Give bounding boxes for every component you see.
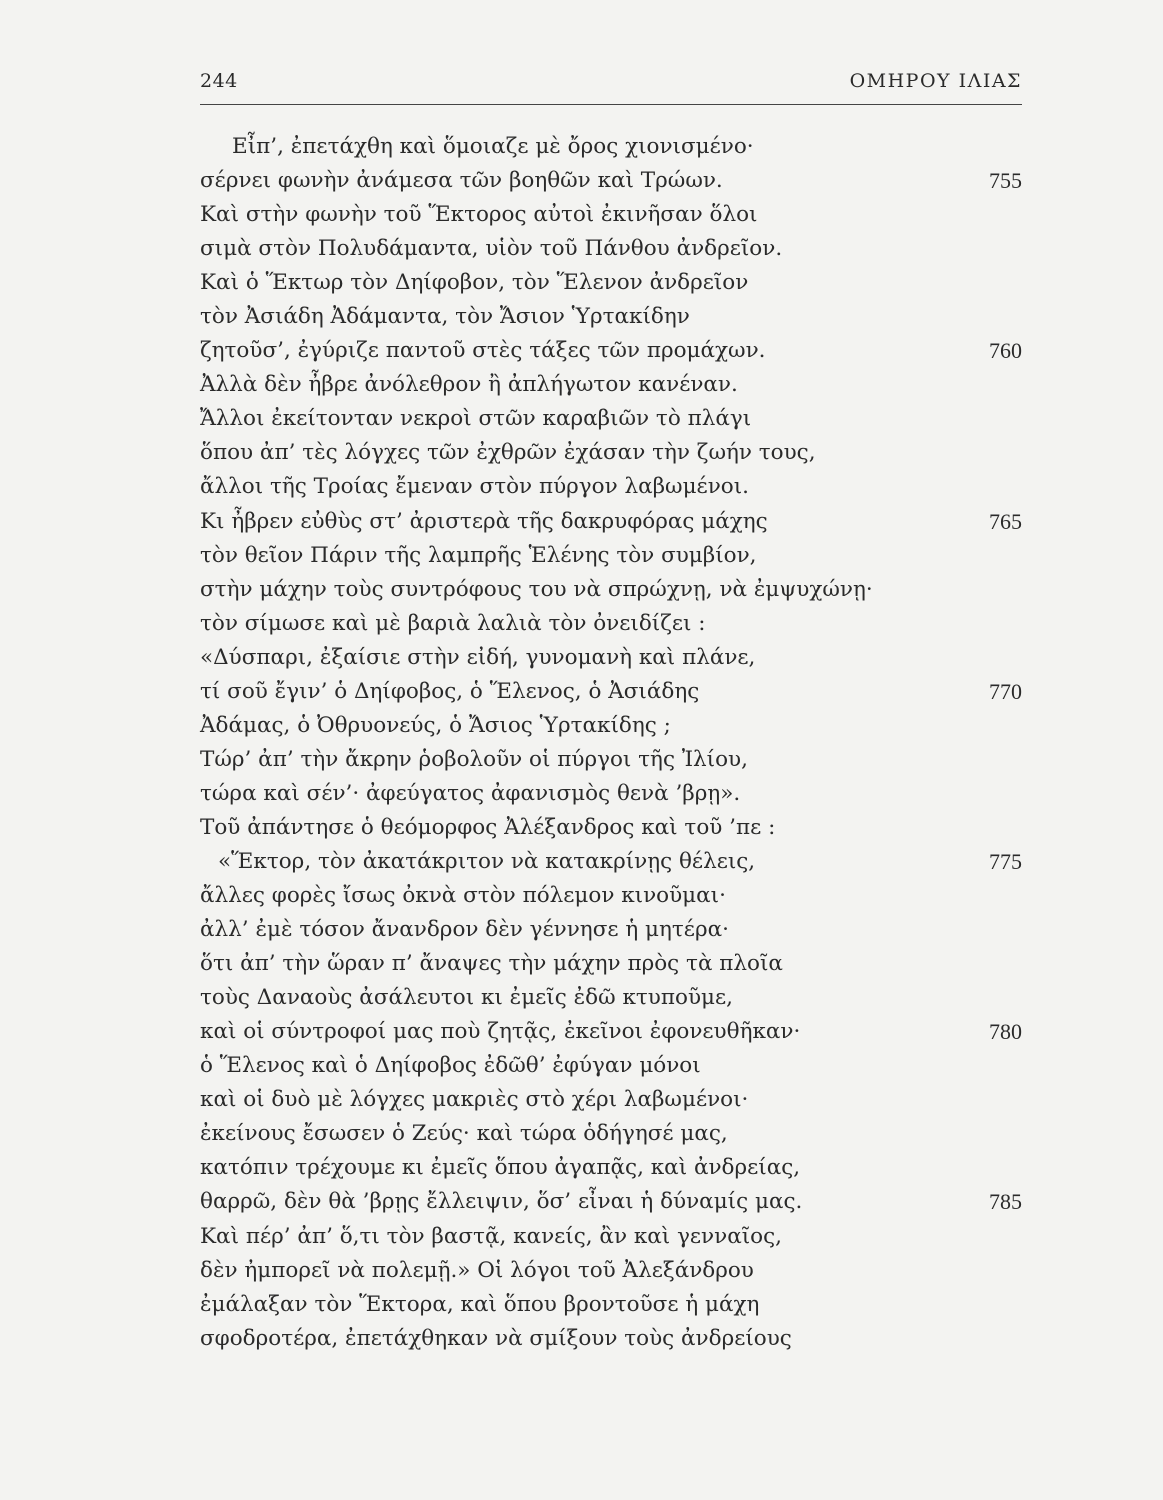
verse-line — [200, 811, 1022, 845]
verse-text: δὲν ἠμπορεῖ νὰ πολεμῇ.» Οἱ λόγοι τοῦ Ἀλεξάνδρου — [200, 1257, 754, 1283]
line-number: 785 — [989, 1189, 1022, 1215]
verse-text: «Δύσπαρι, ἐξαίσιε στὴν εἰδή, γυνομανὴ καὶ πλάνε, — [200, 644, 756, 670]
verse-text: κατόπιν τρέχουμε κι ἐμεῖς ὅπου ἀγαπᾷς, καὶ ἀνδρείας, — [200, 1155, 801, 1181]
verse-text: Καὶ πέρ’ ἀπ’ ὅ,τι τὸν βαστᾷ, κανείς, ἂν καὶ γενναῖος, — [200, 1223, 782, 1249]
verse-text: στὴν μάχην τοὺς συντρόφους του νὰ σπρώχνῃ, νὰ ἐμψυχώνῃ· — [200, 576, 873, 602]
verse-line — [200, 1220, 1022, 1254]
verse-text: τὸν Ἀσιάδη Ἀδάμαντα, τὸν Ἄσιον Ὑρτακίδην — [200, 304, 690, 330]
verse-line — [200, 539, 1022, 573]
verse-line — [200, 505, 1022, 539]
verse-text: ἀλλ’ ἐμὲ τόσον ἄνανδρον δὲν γέννησε ἡ μητέρα· — [200, 917, 729, 943]
verse-line — [200, 334, 1022, 368]
verse-text: ἐκείνους ἔσωσεν ὁ Ζεύς· καὶ τώρα ὁδήγησέ μας, — [200, 1121, 728, 1147]
verse-line — [200, 470, 1022, 504]
verse-line — [200, 1288, 1022, 1322]
verse-text: ἄλλες φορὲς ἴσως ὀκνὰ στὸν πόλεμον κινοῦμαι· — [200, 883, 726, 909]
verse-text: Καὶ στὴν φωνὴν τοῦ Ἕκτορος αὐτοὶ ἐκινῆσαν ὅλοι — [200, 202, 758, 228]
verse-text: Ἀδάμας, ὁ Ὀθρυονεύς, ὁ Ἄσιος Ὑρτακίδης ; — [200, 712, 671, 738]
line-number: 780 — [989, 1019, 1022, 1045]
verse-line — [200, 573, 1022, 607]
verse-text: Τώρ’ ἀπ’ τὴν ἄκρην ῥοβολοῦν οἱ πύργοι τῆς Ἰλίου, — [200, 746, 748, 772]
verse-text: καὶ οἱ δυὸ μὲ λόγχες μακριὲς στὸ χέρι λαβωμένοι· — [200, 1087, 749, 1113]
verse-line — [200, 198, 1022, 232]
verse-text: Τοῦ ἀπάντησε ὁ θεόμορφος Ἀλέξανδρος καὶ τοῦ ’πε : — [200, 814, 776, 840]
verse-text: «Ἕκτορ, τὸν ἀκατάκριτον νὰ κατακρίνῃς θέλεις, — [218, 848, 756, 874]
verse-text: σέρνει φωνὴν ἀνάμεσα τῶν βοηθῶν καὶ Τρώων. — [200, 168, 723, 194]
verse-text: Καὶ ὁ Ἕκτωρ τὸν Δηίφοβον, τὸν Ἕλενον ἀνδρεῖον — [200, 270, 749, 296]
verse-line — [200, 232, 1022, 266]
verse-text: τὸν θεῖον Πάριν τῆς λαμπρῆς Ἑλένης τὸν συμβίον, — [200, 542, 757, 568]
line-number: 765 — [989, 508, 1022, 534]
verse-text: Ἄλλοι ἐκείτονταν νεκροὶ στῶν καραβιῶν τὸ πλάγι — [200, 406, 752, 432]
verse-line — [200, 368, 1022, 402]
verse-text: ἐμάλαξαν τὸν Ἕκτορα, καὶ ὅπου βροντοῦσε ἡ μάχη — [200, 1291, 760, 1317]
verse-line — [200, 1185, 1022, 1219]
verse-line — [200, 300, 1022, 334]
line-number: 770 — [989, 678, 1022, 704]
verse-text: σιμὰ στὸν Πολυδάμαντα, υἱὸν τοῦ Πάνθου ἀνδρεῖον. — [200, 236, 783, 262]
verse-line — [200, 675, 1022, 709]
verse-line — [200, 777, 1022, 811]
verse-line — [200, 947, 1022, 981]
verse-text: ὅπου ἀπ’ τὲς λόγχες τῶν ἐχθρῶν ἐχάσαν τὴν ζωήν τους, — [200, 440, 816, 466]
verse-text: τὸν σίμωσε καὶ μὲ βαριὰ λαλιὰ τὸν ὀνειδίζει : — [200, 610, 706, 636]
verse-line — [200, 1254, 1022, 1288]
verse-line — [200, 266, 1022, 300]
verse-text: ζητοῦσ’, ἐγύριζε παντοῦ στὲς τάξες τῶν προμάχων. — [200, 338, 766, 364]
verse-line — [200, 913, 1022, 947]
verse-line — [200, 607, 1022, 641]
verse-line — [200, 1151, 1022, 1185]
verse-line — [200, 845, 1022, 879]
verse-text: τώρα καὶ σέν’· ἀφεύγατος ἀφανισμὸς θενὰ ’βρῃ». — [200, 780, 741, 806]
poem-body — [200, 130, 1022, 1356]
verse-line — [200, 436, 1022, 470]
verse-text: τί σοῦ ἔγιν’ ὁ Δηίφοβος, ὁ Ἕλενος, ὁ Ἀσιάδης — [200, 678, 700, 704]
verse-text: ὁ Ἕλενος καὶ ὁ Δηίφοβος ἐδῶθ’ ἐφύγαν μόνοι — [200, 1053, 701, 1079]
verse-line — [200, 1117, 1022, 1151]
verse-text: Εἶπ’, ἐπετάχθη καὶ ὅμοιαζε μὲ ὄρος χιονισμένο· — [232, 134, 754, 159]
verse-line — [200, 981, 1022, 1015]
verse-text: ἄλλοι τῆς Τροίας ἔμεναν στὸν πύργον λαβωμένοι. — [200, 474, 749, 500]
running-title: ΟΜΗΡΟΥ ΙΛΙΑΣ — [849, 70, 1022, 92]
line-number: 755 — [989, 168, 1022, 194]
page-header — [200, 70, 1022, 102]
verse-line — [200, 130, 1022, 164]
verse-text: ὅτι ἀπ’ τὴν ὥραν π’ ἄναψες τὴν μάχην πρὸς τὰ πλοῖα — [200, 951, 783, 977]
verse-text: Κι ἦβρεν εὐθὺς στ’ ἀριστερὰ τῆς δακρυφόρας μάχης — [200, 508, 768, 534]
page-number: 244 — [200, 70, 238, 92]
verse-line — [200, 1049, 1022, 1083]
verse-line — [200, 709, 1022, 743]
verse-line — [200, 743, 1022, 777]
verse-line — [200, 164, 1022, 198]
verse-text: θαρρῶ, δὲν θὰ ’βρῃς ἔλλειψιν, ὅσ’ εἶναι ἡ δύναμίς μας. — [200, 1189, 803, 1215]
header-rule — [200, 104, 1022, 105]
verse-line — [200, 1083, 1022, 1117]
verse-line — [200, 1322, 1022, 1356]
verse-text: σφοδροτέρα, ἐπετάχθηκαν νὰ σμίξουν τοὺς ἀνδρείους — [200, 1325, 792, 1351]
line-number: 760 — [989, 338, 1022, 364]
verse-line — [200, 1015, 1022, 1049]
verse-line — [200, 641, 1022, 675]
verse-line — [200, 402, 1022, 436]
verse-text: τοὺς Δαναοὺς ἀσάλευτοι κι ἐμεῖς ἐδῶ κτυποῦμε, — [200, 985, 733, 1011]
verse-text: Ἀλλὰ δὲν ἦβρε ἀνόλεθρον ἢ ἀπλήγωτον κανέναν. — [200, 372, 738, 398]
line-number: 775 — [989, 848, 1022, 874]
verse-line — [200, 879, 1022, 913]
verse-text: καὶ οἱ σύντροφοί μας ποὺ ζητᾷς, ἐκεῖνοι ἐφονευθῆκαν· — [200, 1019, 801, 1045]
